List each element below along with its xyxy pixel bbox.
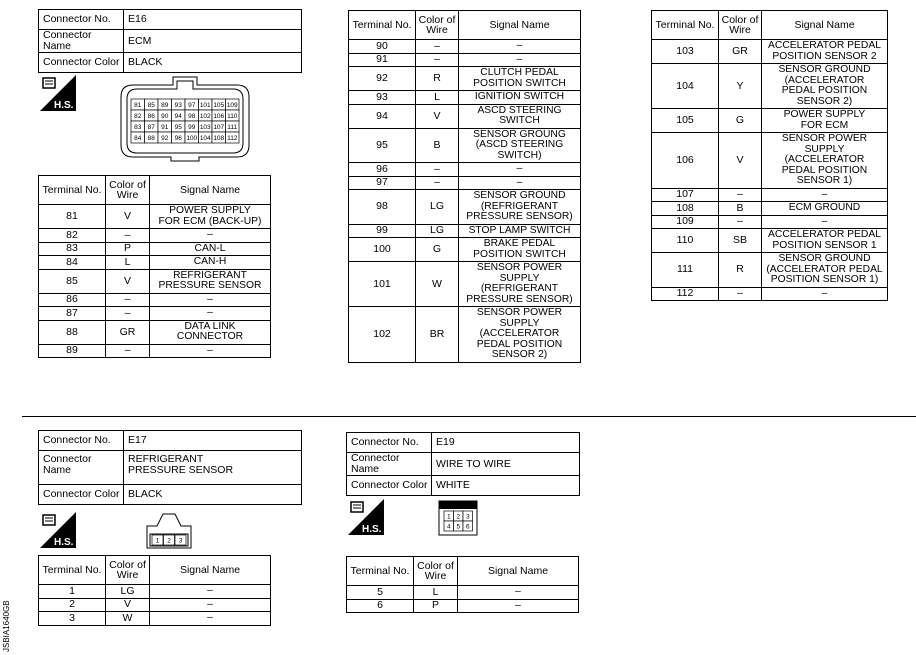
terminal-no: 105 [652,109,719,133]
wire-color: LG [416,224,459,238]
table-row [652,188,888,202]
connector-color: BLACK [124,53,302,73]
col-terminal: Terminal No. [39,556,106,585]
wire-color: – [416,163,459,177]
info-label: Connector Name [39,30,124,53]
wire-color: Y [719,64,762,109]
signal-name: – [762,215,888,229]
signal-name: – [459,40,581,54]
signal-name: – [762,188,888,202]
info-label: Connector Name [347,453,432,476]
connector-color: BLACK [124,485,302,505]
terminal-no: 82 [39,229,106,243]
pin-number: 3 [465,513,470,521]
terminal-no: 84 [39,256,106,270]
terminal-no: 3 [39,612,106,626]
wire-color: – [106,307,150,321]
wire-color: W [416,262,459,307]
terminal-no: 88 [39,320,106,344]
col-terminal: Terminal No. [347,557,414,586]
pin-number: 107 [213,124,225,131]
wire-color: LG [416,190,459,225]
image-code [2,584,12,654]
wire-color: – [106,344,150,358]
pin-number: 91 [161,124,169,131]
pin-number: 110 [227,113,238,120]
e16-terminal-table-b [348,10,581,363]
terminal-no: 85 [39,269,106,293]
wire-color: – [719,188,762,202]
table-row [39,242,271,256]
signal-name: SENSOR GROUND (ACCELERATOR PEDAL POSITION SENSOR 1) [762,253,888,288]
terminal-no: 94 [349,104,416,128]
wire-color: L [414,586,458,600]
pin-number: 81 [134,102,142,109]
pin-number: 92 [161,135,169,142]
signal-name: – [458,586,579,600]
wire-color: SB [719,229,762,253]
signal-name: – [150,293,271,307]
terminal-no: 2 [39,598,106,612]
pin-number: 97 [188,102,196,109]
terminal-no: 95 [349,128,416,163]
terminal-no: 107 [652,188,719,202]
e17-connector-face [143,512,195,550]
wire-color: P [106,242,150,256]
info-label: Connector Name [39,451,124,485]
signal-name: SENSOR GROUND (REFRIGERANT PRESSURE SENSOR) [459,190,581,225]
signal-name: ECM GROUND [762,202,888,216]
terminal-no: 92 [349,67,416,91]
signal-name: DATA LINK CONNECTOR [150,320,271,344]
signal-name: SENSOR POWER SUPPLY (ACCELERATOR PEDAL POSITION SENSOR 1) [762,133,888,189]
table-row [349,307,581,363]
wire-color: GR [106,320,150,344]
wire-color: V [106,269,150,293]
terminal-no: 106 [652,133,719,189]
signal-name: – [458,599,579,613]
table-row [39,293,271,307]
signal-name: IGNITION SWITCH [459,91,581,105]
signal-name: SENSOR POWER SUPPLY (REFRIGERANT PRESSURE SENSOR) [459,262,581,307]
signal-name: – [150,598,271,612]
info-label: Connector Color [347,476,432,496]
pin-number: 87 [147,124,155,131]
pin-number: 89 [161,102,169,109]
table-row [347,586,579,600]
terminal-no: 6 [347,599,414,613]
wire-color: V [106,598,150,612]
signal-name: – [150,307,271,321]
table-row [39,205,271,229]
terminal-no: 98 [349,190,416,225]
pin-number: 96 [174,135,182,142]
pin-number: 95 [174,124,182,131]
pin-number: 3 [178,537,183,545]
wire-color: L [416,91,459,105]
signal-name: SENSOR GROUNG (ASCD STEERING SWITCH) [459,128,581,163]
table-row [349,91,581,105]
table-row [39,612,271,626]
table-row [39,229,271,243]
terminal-no: 97 [349,176,416,190]
wire-color: V [106,205,150,229]
terminal-no: 81 [39,205,106,229]
signal-name: – [150,585,271,599]
wire-color: G [719,109,762,133]
col-terminal: Terminal No. [349,11,416,40]
terminal-no: 91 [349,53,416,67]
e19-connector-info [346,432,580,496]
terminal-no: 96 [349,163,416,177]
terminal-no: 103 [652,40,719,64]
table-row [652,287,888,301]
table-row [349,238,581,262]
connector-name: REFRIGERANT PRESSURE SENSOR [124,451,302,485]
info-label: Connector No. [39,431,124,451]
table-row [349,190,581,225]
table-row [39,344,271,358]
e17-connector-info [38,430,302,505]
wire-color: – [106,293,150,307]
signal-name: SENSOR POWER SUPPLY (ACCELERATOR PEDAL POSITION SENSOR 2) [459,307,581,363]
pin-number: 1 [446,513,451,521]
terminal-no: 5 [347,586,414,600]
pin-number: 106 [213,113,225,120]
harness-side-icon [40,512,76,548]
pin-number: 103 [199,124,211,131]
pin-number: 99 [188,124,196,131]
wire-color: G [416,238,459,262]
pin-number: 90 [161,113,169,120]
table-row [652,215,888,229]
image-code-text: JSBIA1640GB [2,600,11,652]
info-label: Connector Color [39,485,124,505]
signal-name: – [459,53,581,67]
wire-color: GR [719,40,762,64]
terminal-no: 109 [652,215,719,229]
table-row [652,133,888,189]
wire-color: – [106,229,150,243]
table-row [39,269,271,293]
col-color: Color of Wire [416,11,459,40]
table-row [39,598,271,612]
table-row [39,585,271,599]
signal-name: – [150,344,271,358]
wire-color: BR [416,307,459,363]
wire-color: – [416,176,459,190]
table-row [349,40,581,54]
table-row [349,104,581,128]
table-row [39,256,271,270]
terminal-no: 83 [39,242,106,256]
terminal-no: 111 [652,253,719,288]
terminal-no: 87 [39,307,106,321]
signal-name: POWER SUPPLY FOR ECM (BACK-UP) [150,205,271,229]
e19-connector-face [437,499,479,537]
pin-number: 98 [188,113,196,120]
hs-label: H.S. [54,537,74,548]
e19-terminal-table [346,556,579,613]
table-row [39,320,271,344]
pin-number: 2 [456,513,461,521]
col-signal: Signal Name [762,11,888,40]
col-terminal: Terminal No. [652,11,719,40]
col-signal: Signal Name [150,176,271,205]
pin-number: 93 [174,102,182,109]
terminal-no: 102 [349,307,416,363]
terminal-no: 108 [652,202,719,216]
table-row [349,262,581,307]
terminal-no: 104 [652,64,719,109]
e16-connector-face [115,75,255,163]
terminal-no: 100 [349,238,416,262]
connector-color: WHITE [432,476,580,496]
table-row [347,599,579,613]
wire-color: – [719,215,762,229]
hs-label: H.S. [362,524,382,535]
signal-name: ASCD STEERING SWITCH [459,104,581,128]
pin-number: 86 [147,113,155,120]
pin-number: 109 [226,102,238,109]
connector-name: ECM [124,30,302,53]
signal-name: – [150,229,271,243]
signal-name: POWER SUPPLY FOR ECM [762,109,888,133]
terminal-no: 1 [39,585,106,599]
pin-number: 111 [227,124,238,131]
col-signal: Signal Name [150,556,271,585]
e17-terminal-table [38,555,271,626]
wire-color: – [416,53,459,67]
wire-color: P [414,599,458,613]
col-color: Color of Wire [414,557,458,586]
wire-color: B [416,128,459,163]
table-row [652,229,888,253]
table-row [349,176,581,190]
terminal-no: 93 [349,91,416,105]
connector-no: E19 [432,433,580,453]
wire-color: – [416,40,459,54]
signal-name: – [150,612,271,626]
signal-name: CLUTCH PEDAL POSITION SWITCH [459,67,581,91]
signal-name: REFRIGERANT PRESSURE SENSOR [150,269,271,293]
signal-name: ACCELERATOR PEDAL POSITION SENSOR 2 [762,40,888,64]
terminal-no: 99 [349,224,416,238]
col-signal: Signal Name [459,11,581,40]
e16-terminal-table-a [38,175,271,358]
pin-number: 1 [155,537,160,545]
wire-color: – [719,287,762,301]
signal-name: CAN-L [150,242,271,256]
table-row [652,109,888,133]
col-terminal: Terminal No. [39,176,106,205]
wire-color: L [106,256,150,270]
pin-number: 84 [134,135,142,142]
section-divider [22,416,916,417]
table-row [349,67,581,91]
wire-color: LG [106,585,150,599]
pin-number: 88 [147,135,155,142]
wire-color: B [719,202,762,216]
table-row [349,53,581,67]
table-row [349,224,581,238]
pin-number: 82 [134,113,142,120]
col-color: Color of Wire [106,556,150,585]
terminal-no: 90 [349,40,416,54]
wire-color: V [416,104,459,128]
table-row [39,307,271,321]
connector-no: E17 [124,431,302,451]
signal-name: CAN-H [150,256,271,270]
e16-terminal-table-c [651,10,888,301]
info-label: Connector Color [39,53,124,73]
signal-name: SENSOR GROUND (ACCELERATOR PEDAL POSITION SENSOR 2) [762,64,888,109]
terminal-no: 101 [349,262,416,307]
info-label: Connector No. [347,433,432,453]
pin-number: 105 [213,102,225,109]
pin-number: 2 [167,537,171,545]
pin-number: 94 [174,113,182,120]
table-row [349,128,581,163]
connector-name: WIRE TO WIRE [432,453,580,476]
terminal-no: 86 [39,293,106,307]
pin-number: 100 [186,135,198,142]
harness-side-icon [348,499,384,535]
table-row [652,253,888,288]
pin-number: 6 [465,523,470,531]
pin-number: 104 [199,135,211,142]
signal-name: – [459,176,581,190]
table-row [349,163,581,177]
info-label: Connector No. [39,10,124,30]
col-color: Color of Wire [719,11,762,40]
pin-number: 83 [134,124,142,131]
terminal-no: 89 [39,344,106,358]
pin-number: 101 [199,102,211,109]
wire-color: W [106,612,150,626]
pin-number: 5 [456,523,461,531]
signal-name: – [459,163,581,177]
wire-color: R [416,67,459,91]
pin-number: 102 [199,113,211,120]
terminal-no: 110 [652,229,719,253]
connector-no: E16 [124,10,302,30]
wire-color: R [719,253,762,288]
col-signal: Signal Name [458,557,579,586]
pin-number: 112 [227,135,238,142]
harness-side-icon [40,75,76,111]
e16-connector-info [38,9,302,73]
signal-name: BRAKE PEDAL POSITION SWITCH [459,238,581,262]
signal-name: – [762,287,888,301]
signal-name: ACCELERATOR PEDAL POSITION SENSOR 1 [762,229,888,253]
table-row [652,64,888,109]
table-row [652,202,888,216]
hs-label: H.S. [54,100,74,111]
col-color: Color of Wire [106,176,150,205]
signal-name: STOP LAMP SWITCH [459,224,581,238]
table-row [652,40,888,64]
pin-number: 85 [147,102,155,109]
terminal-no: 112 [652,287,719,301]
pin-number: 108 [213,135,225,142]
wire-color: V [719,133,762,189]
pin-number: 4 [446,523,451,531]
